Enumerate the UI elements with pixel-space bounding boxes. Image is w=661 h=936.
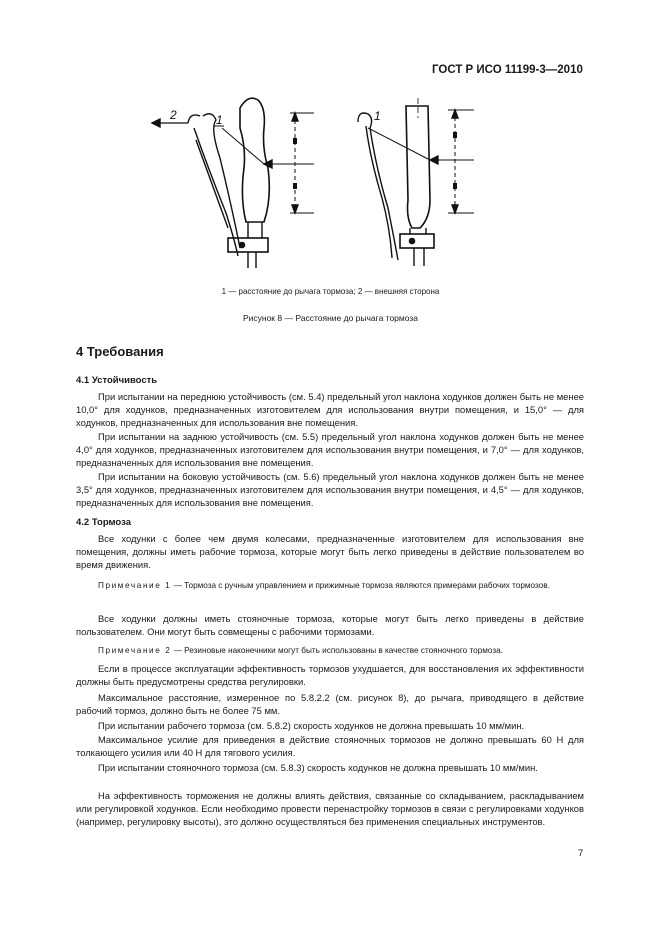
note-1-text: — Тормоза с ручным управлением и прижимные тормоза являются примерами рабочих тормозов. (171, 581, 550, 590)
paragraph: При испытании стояночного тормоза (см. 5.8.3) скорость ходунков не должна превышать 10 мм/мин. (98, 762, 538, 773)
paragraph: На эффективность торможения не должны влиять действия, связанные со складыванием, раскладыванием или регулировкой ходунков. Если необходимо провести перенастройку тормозов в связи с регулировками ходунков (например, регулировку высоты), это должно осуществляться без применения специальных инструментов. (76, 790, 584, 828)
paragraph: Все ходунки с более чем двумя колесами, предназначенные изготовителем для использования вне помещения, должны иметь рабочие тормоза, которые могут быть легко приведены в действие пользователем во время движения. (76, 533, 584, 571)
right-handle-drawing (358, 98, 474, 266)
callout-2-label: 2 (170, 108, 177, 122)
brake-lever-figure (130, 88, 530, 278)
note-2-text: — Резиновые наконечники могут быть использованы в качестве стояночного тормоза. (171, 646, 503, 655)
paragraph: Все ходунки должны иметь стояночные тормоза, которые могут быть легко приведены в действие пользователем. Они могут быть совмещены с рабочими тормозами. (76, 613, 584, 638)
note-1 (76, 579, 584, 592)
callout-1-label-left: 1 (216, 113, 223, 127)
figure-caption: Рисунок 8 — Расстояние до рычага тормоза (242, 313, 419, 323)
paragraph: При испытании на переднюю устойчивость (см. 5.4) предельный угол наклона ходунков должен быть не менее 10,0° для ходунков, предназначенных изготовителем для использования внутри помещения, и 15,0° — для ходунков, предназначенных для использования вне помещения. (76, 391, 584, 429)
document-header: ГОСТ Р ИСО 11199-3—2010 (432, 64, 583, 76)
subsection-4-1-title: 4.1 Устойчивость (76, 375, 158, 386)
callout-1-label-right: 1 (374, 109, 381, 123)
note-1-label: Примечание 1 (98, 581, 172, 590)
section-title: 4 Требования (76, 344, 164, 359)
page-number: 7 (578, 848, 584, 859)
paragraph: Если в процессе эксплуатации эффективность тормозов ухудшается, для восстановления их эффективности должны быть предусмотрены средства регулировки. (76, 663, 584, 688)
left-handle-drawing (152, 98, 314, 268)
paragraph: При испытании на боковую устойчивость (см. 5.6) предельный угол наклона ходунков должен быть не менее 3,5° для ходунков, предназначенных изготовителем для использования внутри помещения, и 4,5° — для ходунков, предназначенных для использования вне помещения. (76, 471, 584, 509)
figure-legend: 1 — расстояние до рычага тормоза; 2 — внешняя сторона (221, 287, 440, 296)
note-2 (76, 644, 584, 657)
note-2-label: Примечание 2 (98, 646, 172, 655)
paragraph: При испытании на заднюю устойчивость (см. 5.5) предельный угол наклона ходунков должен быть не менее 4,0° для ходунков, предназначенных изготовителем для использования внутри помещения, и 7,0° — для ходунков, предназначенных для использования вне помещения. (76, 431, 584, 469)
paragraph: При испытании рабочего тормоза (см. 5.8.2) скорость ходунков не должна превышать 10 мм/мин. (98, 720, 525, 731)
paragraph: Максимальное расстояние, измеренное по 5.8.2.2 (см. рисунок 8), до рычага, приводящего в действие рабочий тормоз, должно быть не более 75 мм. (76, 692, 584, 717)
subsection-4-2-title: 4.2 Тормоза (76, 517, 131, 528)
paragraph: Максимальное усилие для приведения в действие стояночных тормозов не должно превышать 60 Н для толкающего усилия или 40 Н для тягового усилия. (76, 734, 584, 759)
